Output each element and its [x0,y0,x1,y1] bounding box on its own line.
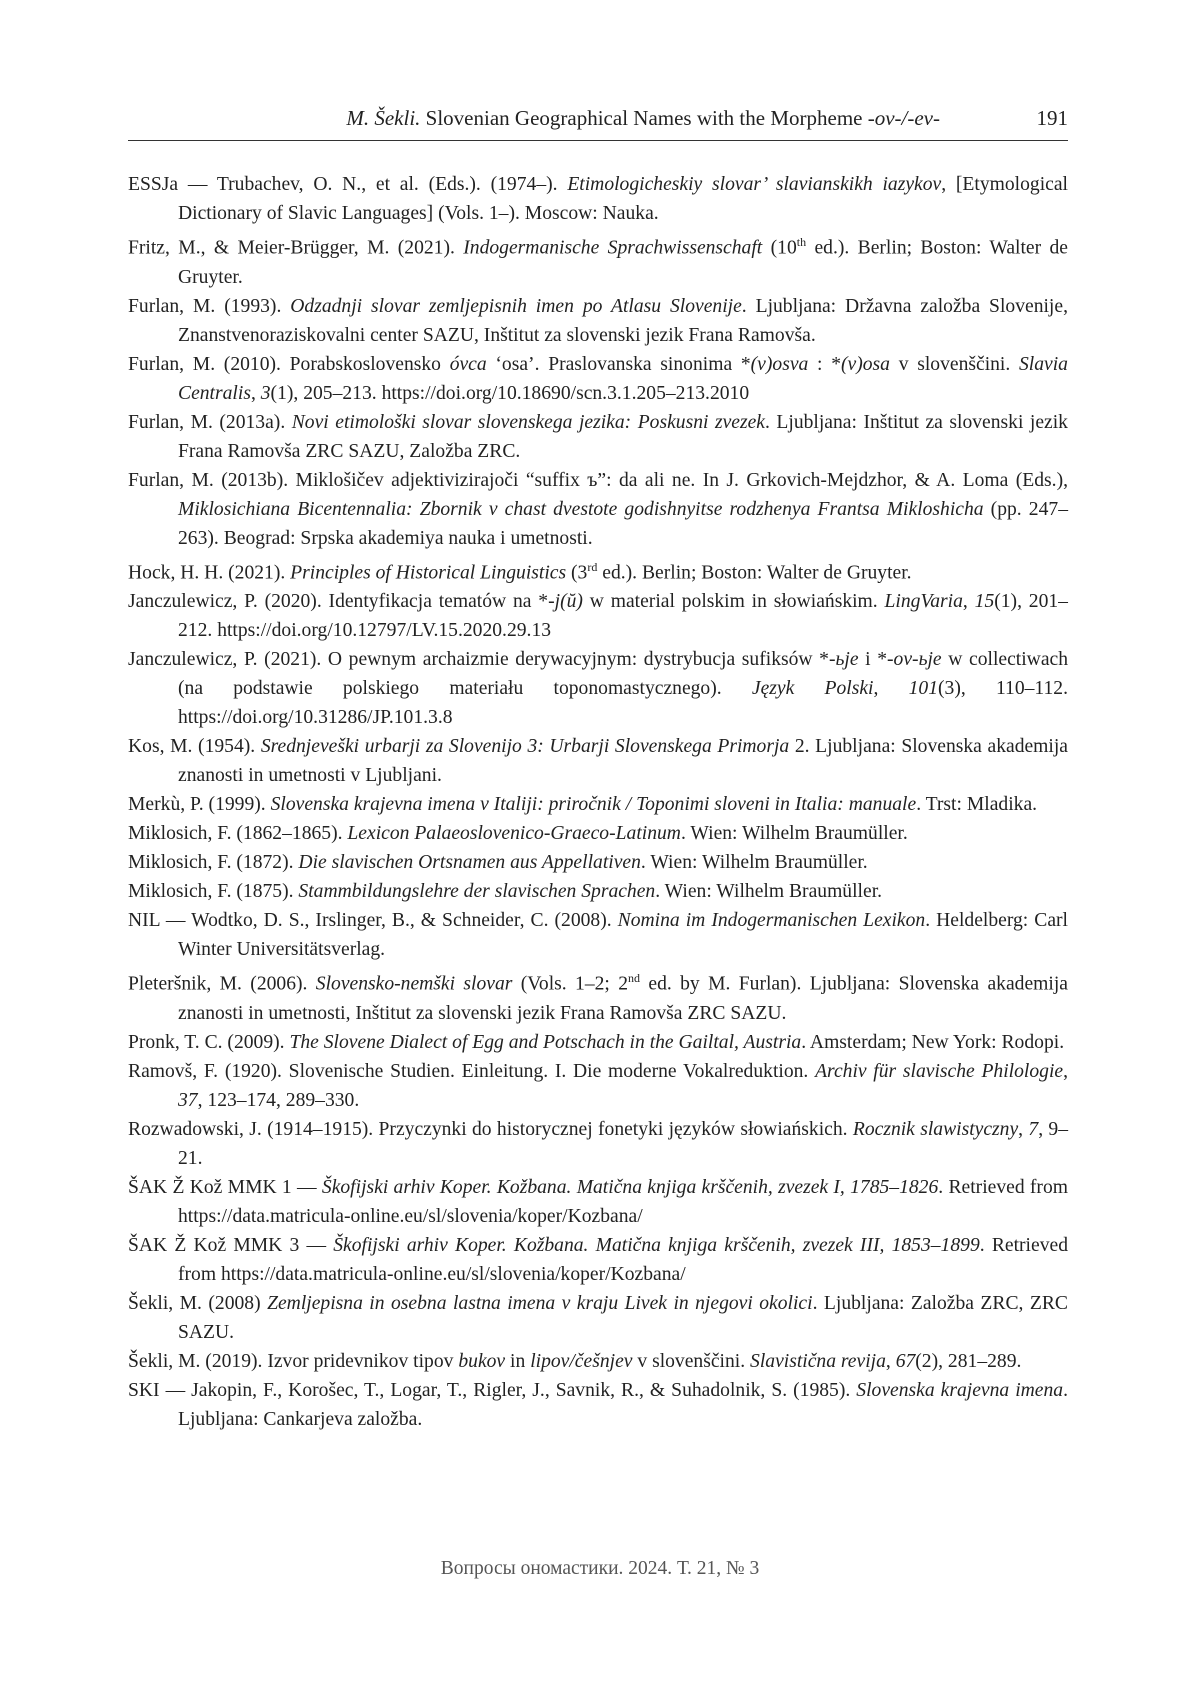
reference-text: Janczulewicz, P. (2021). O pewnym archaizmie derywacyjnym: dystrybucja sufiksów * [128,649,829,671]
reference-text: , [1018,1118,1029,1140]
reference-text: . Ljubljana: Cankarjeva založba. [178,1379,1068,1430]
reference-italic-text: -ov-ьje [887,649,942,671]
reference-text: ŠAK Ž Kož MMK 3 — [128,1234,334,1256]
reference-italic-text: Slovenska krajevna imena [856,1379,1064,1401]
reference-text: . Retrieved from https://data.matricula-online.eu/sl/slovenia/koper/Kozbana/ [178,1234,1068,1285]
reference-text: Furlan, M. (2013a). [128,411,292,433]
reference-text: Šekli, M. (2008) [128,1292,268,1314]
reference-text: Furlan, M. (2010). Porabskoslovensko [128,353,450,375]
reference-entry [128,466,1068,553]
reference-italic-text: Novi etimološki slovar slovenskega jezika: Poskusni zvezek [291,411,765,433]
reference-entry [128,1173,1068,1231]
reference-italic-text: 67 [895,1350,916,1372]
reference-text: Miklosich, F. (1862–1865). [128,823,348,845]
reference-entry [128,964,1068,1028]
reference-text: . Wien: Wilhelm Braumüller. [655,881,883,903]
reference-entry [128,1057,1068,1115]
reference-text: : * [808,353,842,375]
reference-italic-text: Odzadnji slovar zemljepisnih imen po Atlasu Slovenije [290,295,742,317]
reference-text: (Vols. 1–2; 2 [512,973,629,995]
reference-text: w collectiwach (na podstawie polskiego materiału toponomastycznego). [178,649,1069,700]
reference-text: v slovenščini. [889,353,1019,375]
reference-list [128,170,1068,1434]
reference-entry [128,587,1068,645]
reference-italic-text: 3 [260,382,271,404]
reference-text: ed.). Berlin; Boston: Walter de Gruyter. [597,562,912,584]
reference-text: , [1063,1060,1069,1082]
reference-text: , [885,1350,896,1372]
reference-text: (1), 205–213. https://doi.org/10.18690/scn.3.1.205–213.2010 [270,382,750,404]
journal-footer: Вопросы ономастики. 2024. Т. 21, № 3 [440,1558,760,1579]
reference-text: Hock, H. H. (2021). [128,562,291,584]
reference-italic-text: Język Polski [751,678,874,700]
reference-italic-text: Rocznik slawistyczny [852,1118,1019,1140]
reference-italic-text: lipov/češnjev [530,1350,633,1372]
reference-text: , 123–174, 289–330. [197,1089,360,1111]
reference-entry [128,1115,1068,1173]
reference-entry [128,819,1068,848]
reference-italic-text: Etimologicheskiy slovar’ slavianskikh iazykov [567,174,942,195]
reference-text: SKI — Jakopin, F., Korošec, T., Logar, T., Rigler, J., Savnik, R., & Suhadolnik, S. (1985). [128,1379,857,1401]
reference-text: (2), 281–289. [915,1350,1022,1372]
reference-text: Šekli, M. (2019). Izvor pridevnikov tipov [128,1350,459,1372]
reference-entry [128,848,1068,877]
reference-text: NIL — Wodtko, D. S., Irslinger, B., & Schneider, C. (2008). [128,910,618,932]
reference-italic-text: Die slavischen Ortsnamen aus Appellativen [298,852,641,874]
reference-italic-text: Miklosichiana Bicentennalia: Zbornik v chast dvestote godishnyitse rodzhenya Frantsa Mikloshicha [178,498,984,520]
reference-text: , [962,591,975,613]
reference-text: . Trst: Mladika. [916,794,1038,816]
reference-italic-text: Lexicon Palaeoslovenico-Graeco-Latinum [347,823,681,845]
reference-entry [128,1347,1068,1376]
reference-text: , [Etymological Dictionary of Slavic Languages] (Vols. 1–). Moscow: Nauka. [178,174,1068,224]
reference-italic-text: (v)osva [750,353,809,375]
reference-italic-text: óvca [449,353,487,375]
reference-text: . Wien: Wilhelm Braumüller. [680,823,908,845]
reference-entry [128,1028,1068,1057]
reference-text: Kos, M. (1954). [128,736,261,758]
reference-italic-text: 37 [178,1089,198,1111]
reference-text: Miklosich, F. (1875). [128,881,299,903]
reference-text: v slovenščini. [632,1350,751,1372]
reference-entry [128,1289,1068,1347]
reference-italic-text: 101 [908,678,938,700]
reference-italic-text: LingVaria [884,591,963,613]
reference-italic-text: Srednjeveški urbarji za Slovenijo 3: Urbarji Slovenskega Primorja [260,736,790,758]
reference-text: (pp. 247–263). Beograd: Srpska akademiya nauka i umetnosti. [178,498,1068,549]
reference-text: (3), 110–112. https://doi.org/10.31286/JP.101.3.8 [178,678,1068,729]
reference-italic-text: -ьje [828,649,859,671]
reference-text: (1), 201–212. https://doi.org/10.12797/LV.15.2020.29.13 [178,591,1068,642]
reference-entry [128,408,1068,466]
reference-text: . Ljubljana: Založba ZRC, ZRC SAZU. [178,1292,1068,1343]
reference-italic-text: The Slovene Dialect of Egg and Potschach in the Gailtal, Austria [289,1031,802,1053]
reference-text: in [505,1350,531,1372]
running-title [346,106,940,131]
reference-text: (3 [566,562,588,584]
running-header [128,100,1068,141]
reference-text: Furlan, M. (2013b). Miklošičev adjektivizirajoči “suffix ъ”: da ali ne. In J. Grkovich-Mejdzhor, & A. Loma (Eds.), [128,469,1068,491]
reference-text: . Ljubljana: Državna založba Slovenije, Znanstvenoraziskovalni center SAZU, Inštitut za slovenski jezik Frana Ramovša. [178,295,1068,346]
reference-text: ESSJa — Trubachev, O. N., et al. (Eds.). (1974–). [128,174,568,195]
reference-text: . Wien: Wilhelm Braumüller. [640,852,868,874]
reference-italic-text: 15 [974,591,995,613]
reference-entry [128,645,1068,732]
reference-text: Pleteršnik, M. (2006). [128,973,316,995]
reference-entry [128,732,1068,790]
ordinal-superscript: th [796,235,807,249]
reference-italic-text: Škofijski arhiv Koper. Kožbana. Matična knjiga krščenih, zvezek I, 1785–1826 [321,1176,939,1198]
reference-entry [128,292,1068,350]
reference-italic-text: Archiv für slavische Philologie [815,1060,1064,1082]
reference-entry [128,790,1068,819]
header-morpheme: -ov-/-ev- [867,106,940,130]
reference-italic-text: 7 [1028,1118,1039,1140]
reference-italic-text: Principles of Historical Linguistics [290,562,567,584]
reference-entry [128,228,1068,292]
reference-text: ed.). Berlin; Boston: Walter de Gruyter. [178,237,1068,288]
reference-text: (10 [762,237,797,259]
reference-text: , [873,678,909,700]
reference-text: ed. by M. Furlan). Ljubljana: Slovenska akademija znanosti in umetnosti, Inštitut za slovenski jezik Frana Ramovša ZRC SAZU. [178,973,1068,1024]
reference-text: Janczulewicz, P. (2020). Identyfikacja tematów na * [128,591,549,613]
reference-italic-text: Slavia Centralis [178,353,1068,404]
ordinal-superscript: nd [628,971,641,986]
reference-italic-text: -j(ŭ) [548,591,583,613]
reference-text: 2. Ljubljana: Slovenska akademija znanosti in umetnosti v Ljubljani. [178,736,1069,787]
reference-text: Merkù, P. (1999). [128,794,271,816]
reference-text: . Amsterdam; New York: Rodopi. [801,1031,1065,1053]
reference-entry [128,906,1068,964]
reference-text: Pronk, T. C. (2009). [128,1031,290,1053]
reference-text: . Heldelberg: Carl Winter Universitätsverlag. [178,910,1068,961]
reference-text: ‘osa’. Praslovanska sinonima * [486,353,751,375]
reference-italic-text: Stammbildungslehre der slavischen Sprachen [298,881,656,903]
reference-text: Ramovš, F. (1920). Slovenische Studien. Einleitung. I. Die moderne Vokalreduktion. [128,1060,816,1082]
reference-text: i * [858,649,888,671]
reference-text: ŠAK Ž Kož MMK 1 — [128,1176,322,1198]
reference-italic-text: (v)osa [841,353,890,375]
reference-text: . Retrieved from https://data.matricula-online.eu/sl/slovenia/koper/Kozbana/ [178,1176,1068,1227]
reference-entry [128,170,1068,228]
reference-italic-text: Slavistična revija [750,1350,886,1372]
reference-text: Fritz, M., & Meier-Brügger, M. (2021). [128,237,464,259]
page-number: 191 [1036,106,1068,130]
reference-text: Miklosich, F. (1872). [128,852,299,874]
reference-entry [128,553,1068,588]
reference-italic-text: Slovensko-nemški slovar [315,973,513,995]
reference-entry [128,1231,1068,1289]
reference-italic-text: Zemljepisna in osebna lastna imena v kraju Livek in njegovi okolici [267,1292,813,1314]
reference-text: w material polskim in słowiańskim. [582,591,885,613]
reference-text: Furlan, M. (1993). [128,295,291,317]
ordinal-superscript: rd [587,559,598,574]
reference-entry [128,1376,1068,1434]
reference-text: . Ljubljana: Inštitut za slovenski jezik Frana Ramovša ZRC SAZU, Založba ZRC. [178,411,1068,462]
reference-entry [128,877,1068,906]
reference-italic-text: Slovenska krajevna imena v Italiji: priročnik / Toponimi sloveni in Italia: manuale [270,794,917,816]
reference-italic-text: Indogermanische Sprachwissenschaft [463,237,763,259]
header-title: Slovenian Geographical Names with the Morpheme [420,106,868,130]
reference-text: Rozwadowski, J. (1914–1915). Przyczynki do historycznej fonetyki języków słowiańskich. [128,1118,853,1140]
reference-italic-text: Nomina im Indogermanischen Lexikon [617,910,926,932]
reference-italic-text: Škofijski arhiv Koper. Kožbana. Matična knjiga krščenih, zvezek III, 1853–1899 [333,1234,980,1256]
reference-text: , [250,382,261,404]
header-author: M. Šekli. [346,106,421,130]
reference-italic-text: bukov [458,1350,506,1372]
reference-text: , 9–21. [178,1118,1069,1169]
reference-entry [128,350,1068,408]
